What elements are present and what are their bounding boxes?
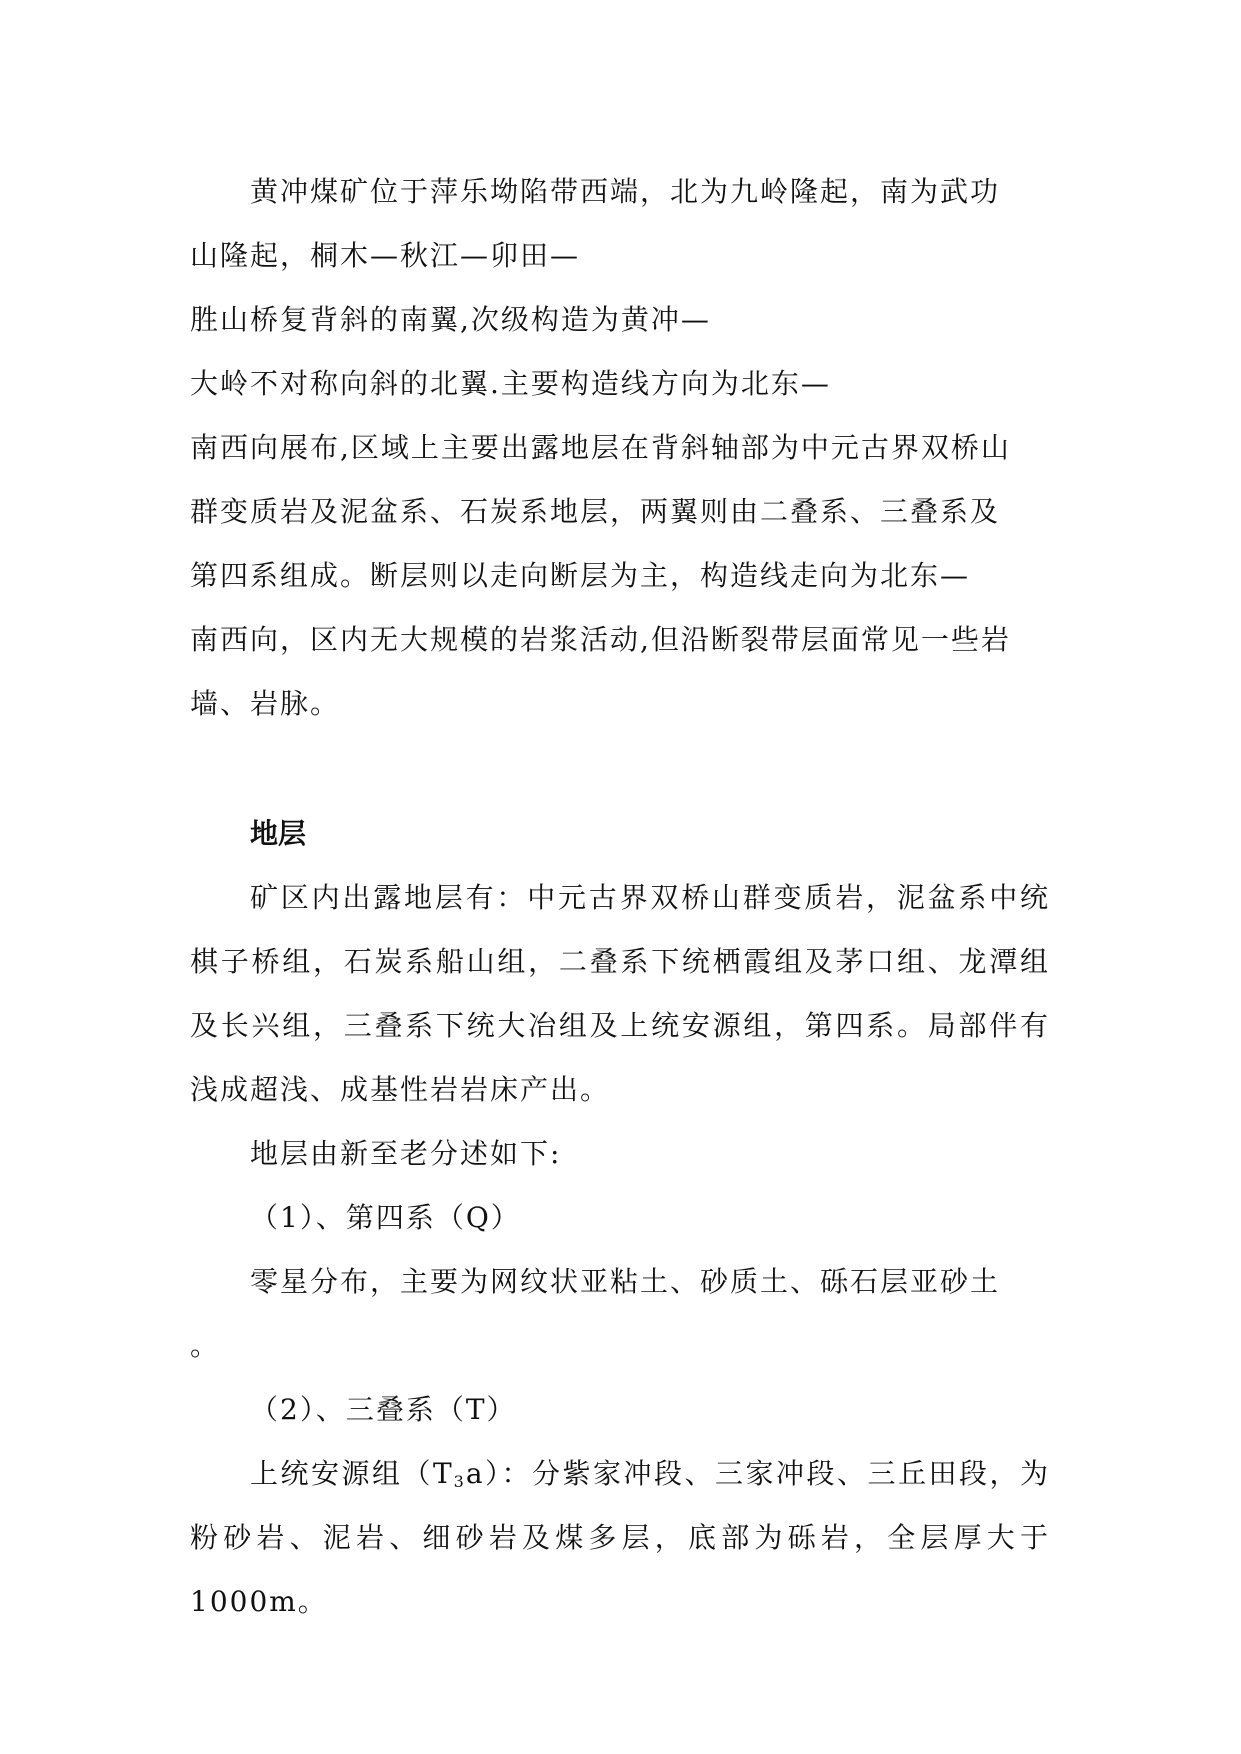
triassic-text-suffix: a）：分紫家冲段、三家冲段、三丘田段，为粉砂岩、泥岩、细砂岩及煤多层，底部为砾岩，全层厚大于1000m。 [190,1457,1050,1618]
quaternary-trailing-period: 。 [190,1329,221,1362]
triassic-text [190,1442,1050,1634]
triassic-text-prefix: 上统安源组（T [250,1457,454,1490]
intro-line-1: 黄冲煤矿位于萍乐坳陷带西端，北为九岭隆起，南为武功 [250,175,1001,208]
strata-paragraph: 矿区内出露地层有：中元古界双桥山群变质岩，泥盆系中统棋子桥组，石炭系船山组，二叠系下统栖霞组及茅口组、龙潭组及长兴组，三叠系下统大冶组及上统安源组，第四系。局部伴有浅成超浅、成基性岩岩床产出。 [190,881,1050,1106]
intro-line-8: 南西向，区内无大规模的岩浆活动,但沿断裂带层面常见一些岩 [190,623,1011,656]
intro-paragraph [190,160,1050,736]
order-intro: 地层由新至老分述如下: [250,1137,562,1170]
section-spacer [190,736,1050,802]
intro-line-5: 南西向展布,区域上主要出露地层在背斜轴部为中元古界双桥山 [190,431,1011,464]
quaternary-heading: （1）、第四系（Q） [250,1201,521,1234]
quaternary-text: 零星分布，主要为网纹状亚粘土、砂质土、砾石层亚砂土 [250,1265,1001,1298]
document-page [190,160,1050,1634]
intro-line-9: 墙、岩脉。 [190,687,341,720]
intro-line-4: 大岭不对称向斜的北翼.主要构造线方向为北东— [190,367,831,400]
section-heading: 地层 [250,817,307,850]
intro-line-6: 群变质岩及泥盆系、石炭系地层，两翼则由二叠系、三叠系及 [190,495,1001,528]
triassic-heading: （2）、三叠系（T） [250,1393,517,1426]
intro-line-3: 胜山桥复背斜的南翼,次级构造为黄冲— [190,303,711,336]
triassic-subscript: 3 [453,1472,466,1491]
intro-line-2: 山隆起，桐木—秋江—卯田— [190,239,581,272]
intro-line-7: 第四系组成。断层则以走向断层为主，构造线走向为北东— [190,559,971,592]
